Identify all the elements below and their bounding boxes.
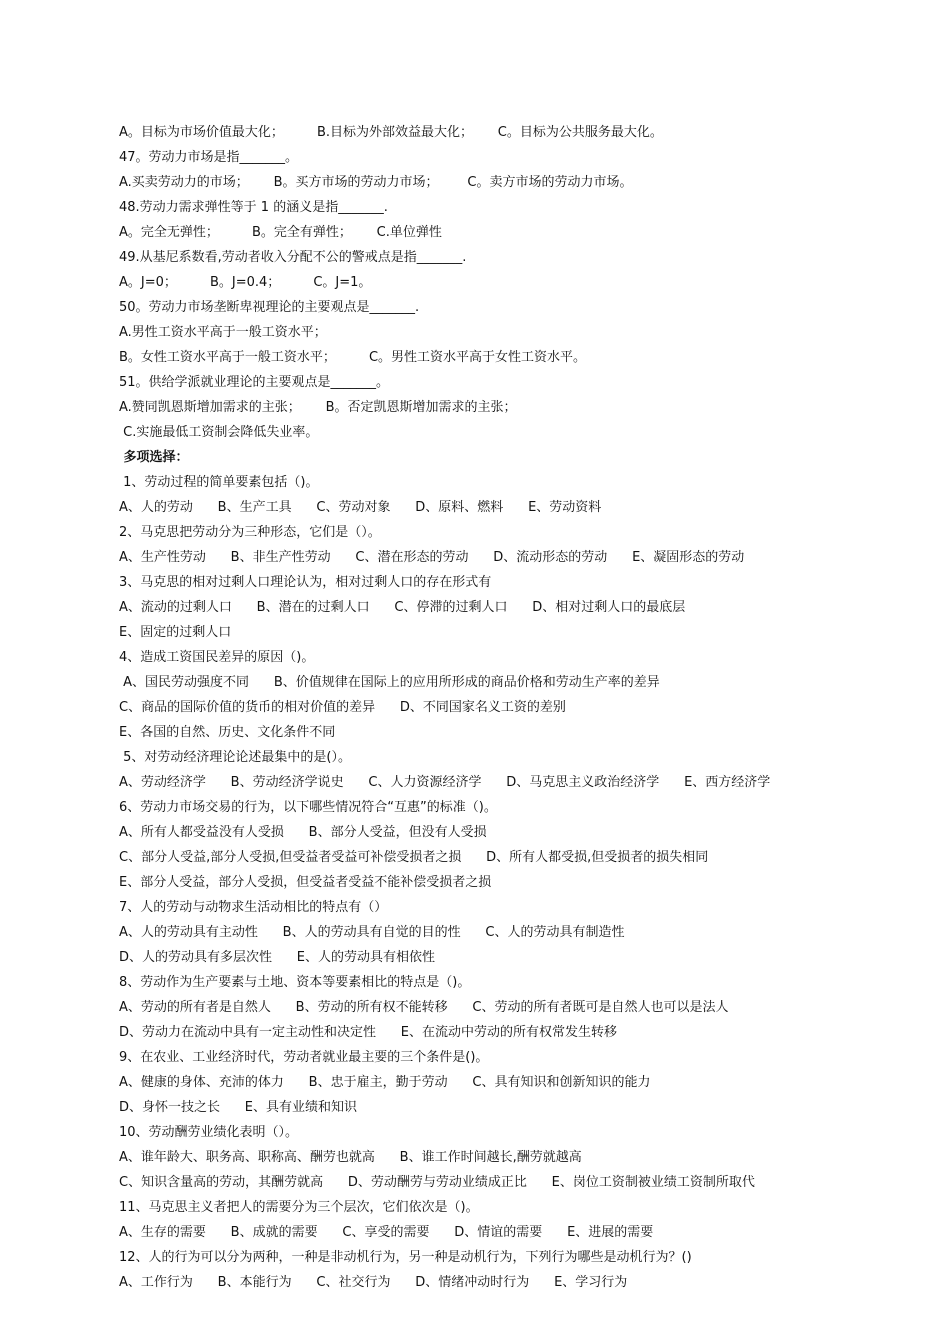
multi-question-9: 9、在农业、工业经济时代，劳动者就业最主要的三个条件是()。 — [119, 1050, 489, 1065]
question-48: 48.劳动力需求弹性等于 1 的涵义是指_______. — [119, 200, 388, 215]
text-line: E、各国的自然、历史、文化条件不同 — [119, 725, 336, 740]
text-line: A。完全无弹性； B。完全有弹性； C.单位弹性 — [119, 225, 442, 240]
text-line: A、劳动的所有者是自然人 B、劳动的所有权不能转移 C、劳动的所有者既可是自然人也可以是法人 — [119, 1000, 729, 1015]
multi-question-6: 6、劳动力市场交易的行为，以下哪些情况符合“互惠”的标准（)。 — [119, 800, 497, 815]
text-line: C、部分人受益,部分人受损,但受益者受益可补偿受损者之损 D、所有人都受损,但受损者的损失相同 — [119, 850, 709, 865]
text-line: A、流动的过剩人口 B、潜在的过剩人口 C、停滞的过剩人口 D、相对过剩人口的最底层 — [119, 600, 686, 615]
text-line: D、劳动力在流动中具有一定主动性和决定性 E、在流动中劳动的所有权常发生转移 — [119, 1025, 618, 1040]
text-line: A、谁年龄大、职务高、职称高、酬劳也就高 B、谁工作时间越长,酬劳就越高 — [119, 1150, 582, 1165]
text-line: C.实施最低工资制会降低失业率。 — [119, 425, 319, 440]
multi-question-5: 5、对劳动经济理论论述最集中的是(）。 — [119, 750, 351, 765]
question-51: 51。供给学派就业理论的主要观点是_______。 — [119, 375, 390, 390]
text-line: A、健康的身体、充沛的体力 B、忠于雇主，勤于劳动 C、具有知识和创新知识的能力 — [119, 1075, 651, 1090]
text-line: A、劳动经济学 B、劳动经济学说史 C、人力资源经济学 D、马克思主义政治经济学 E、西方经济学 — [119, 775, 771, 790]
text-line: A、生产性劳动 B、非生产性劳动 C、潜在形态的劳动 D、流动形态的劳动 E、凝固形态的劳动 — [119, 550, 745, 565]
question-50: 50。劳动力市场垄断卑视理论的主要观点是_______. — [119, 300, 420, 315]
text-line: A、人的劳动 B、生产工具 C、劳动对象 D、原料、燃料 E、劳动资料 — [119, 500, 602, 515]
text-line: A。目标为市场价值最大化； B.目标为外部效益最大化； C。目标为公共服务最大化。 — [119, 125, 663, 140]
multi-question-1: 1、劳动过程的简单要素包括（)。 — [119, 475, 319, 490]
text-line: D、人的劳动具有多层次性 E、人的劳动具有相依性 — [119, 950, 436, 965]
question-47: 47。劳动力市场是指_______。 — [119, 150, 299, 165]
text-line: A.赞同凯恩斯增加需求的主张； B。否定凯恩斯增加需求的主张； — [119, 400, 517, 415]
text-line: A.男性工资水平高于一般工资水平； — [119, 325, 327, 340]
text-line: A、生存的需要 B、成就的需要 C、享受的需要 D、情谊的需要 E、进展的需要 — [119, 1225, 654, 1240]
text-line: C、知识含量高的劳动，其酬劳就高 D、劳动酬劳与劳动业绩成正比 E、岗位工资制被业绩工资制所取代 — [119, 1175, 755, 1190]
multi-question-8: 8、劳动作为生产要素与土地、资本等要素相比的特点是（)。 — [119, 975, 471, 990]
multi-question-3: 3、马克思的相对过剩人口理论认为，相对过剩人口的存在形式有 — [119, 575, 492, 590]
text-line: D、身怀一技之长 E、具有业绩和知识 — [119, 1100, 358, 1115]
text-line: E、部分人受益，部分人受损，但受益者受益不能补偿受损者之损 — [119, 875, 492, 890]
text-line: A。J=0； B。J=0.4； C。J=1。 — [119, 275, 372, 290]
multi-question-10: 10、劳动酬劳业绩化表明（）。 — [119, 1125, 299, 1140]
text-line: C、商品的国际价值的货币的相对价值的差异 D、不同国家名义工资的差别 — [119, 700, 566, 715]
multi-question-2: 2、马克思把劳动分为三种形态，它们是（）。 — [119, 525, 381, 540]
text-line: B。女性工资水平高于一般工资水平； C。男性工资水平高于女性工资水平。 — [119, 350, 587, 365]
text-line: E、固定的过剩人口 — [119, 625, 232, 640]
multi-question-4: 4、造成工资国民差异的原因（)。 — [119, 650, 315, 665]
text-line: A、人的劳动具有主动性 B、人的劳动具有自觉的目的性 C、人的劳动具有制造性 — [119, 925, 625, 940]
text-line: A.买卖劳动力的市场； B。买方市场的劳动力市场； C。卖方市场的劳动力市场。 — [119, 175, 633, 190]
multi-question-7: 7、人的劳动与动物求生活动相比的特点有（） — [119, 900, 388, 915]
text-line: A、国民劳动强度不同 B、价值规律在国际上的应用所形成的商品价格和劳动生产率的差异 — [119, 675, 660, 690]
text-line: A、工作行为 B、本能行为 C、社交行为 D、情绪冲动时行为 E、学习行为 — [119, 1275, 628, 1290]
question-49: 49.从基尼系数看,劳动者收入分配不公的警戒点是指_______. — [119, 250, 467, 265]
multi-question-12: 12、人的行为可以分为两种，一种是非动机行为，另一种是动机行为，下列行为哪些是动机行为？() — [119, 1250, 692, 1265]
text-line: A、所有人都受益没有人受损 B、部分人受益，但没有人受损 — [119, 825, 487, 840]
section-heading: 多项选择： — [119, 450, 189, 465]
multi-question-11: 11、马克思主义者把人的需要分为三个层次，它们依次是（)。 — [119, 1200, 479, 1215]
